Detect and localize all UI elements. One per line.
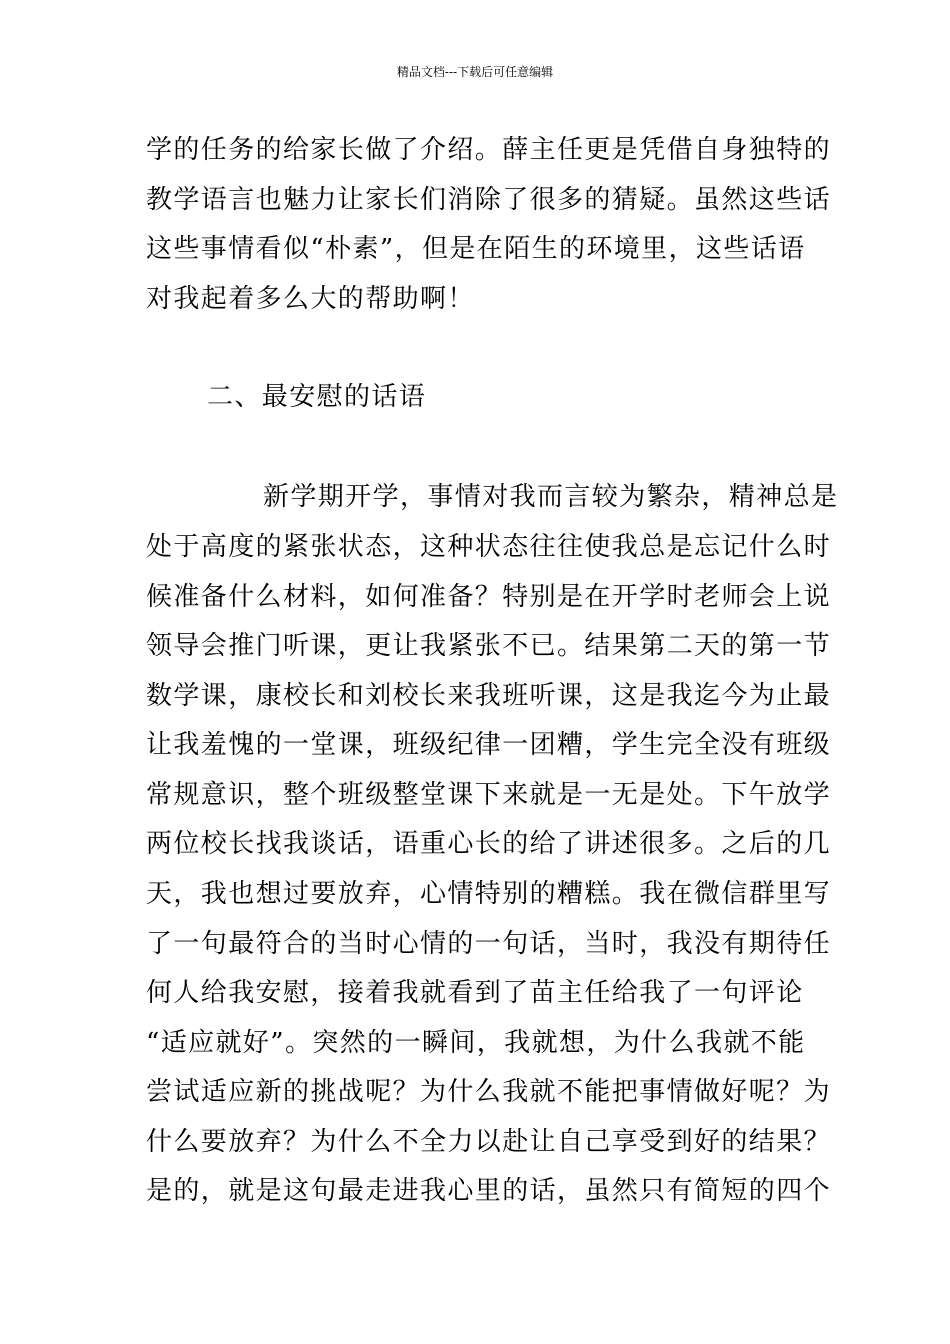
paragraph-line: 让我羞愧的一堂课，班级纪律一团糟，学生完全没有班级 (146, 730, 832, 760)
paragraph-line: 处于高度的紧张状态，这种状态往往使我总是忘记什么时 (146, 532, 832, 562)
paragraph-line: 学的任务的给家长做了介绍。薛主任更是凭借自身独特的 (146, 135, 832, 165)
paragraph-line: 新学期开学，事情对我而言较为繁杂，精神总是 (263, 482, 839, 512)
paragraph-line: 这些事情看似“朴素”，但是在陌生的环境里，这些话语 (146, 234, 806, 264)
paragraph-line: 数学课，康校长和刘校长来我班听课，这是我迄今为止最 (146, 681, 832, 711)
section-heading: 二、最安慰的话语 (207, 382, 427, 412)
paragraph-line: 常规意识，整个班级整堂课下来就是一无是处。下午放学 (146, 780, 832, 810)
paragraph-line: 了一句最符合的当时心情的一句话，当时，我没有期待任 (146, 929, 832, 959)
paragraph-line: 尝试适应新的挑战呢？为什么我就不能把事情做好呢？为 (146, 1077, 832, 1107)
paragraph-line: 天，我也想过要放弃，心情特别的糟糕。我在微信群里写 (146, 879, 832, 909)
paragraph-line: 对我起着多么大的帮助啊！ (146, 284, 475, 314)
paragraph-line: 是的，就是这句最走进我心里的话，虽然只有简短的四个 (146, 1176, 832, 1206)
paragraph-line: 什么要放弃？为什么不全力以赴让自己享受到好的结果？ (146, 1127, 832, 1157)
paragraph-line: 何人给我安慰，接着我就看到了苗主任给我了一句评论 (146, 978, 804, 1008)
paragraph-line: 教学语言也魅力让家长们消除了很多的猜疑。虽然这些话 (146, 185, 832, 215)
page-header: 精品文档---下载后可任意编辑 (396, 65, 554, 79)
paragraph-line: “适应就好”。突然的一瞬间，我就想，为什么我就不能 (146, 1028, 806, 1058)
paragraph-line: 候准备什么材料，如何准备？特别是在开学时老师会上说 (146, 582, 832, 612)
paragraph-line: 两位校长找我谈话，语重心长的给了讲述很多。之后的几 (146, 829, 832, 859)
paragraph-line: 领导会推门听课，更让我紧张不已。结果第二天的第一节 (146, 631, 832, 661)
